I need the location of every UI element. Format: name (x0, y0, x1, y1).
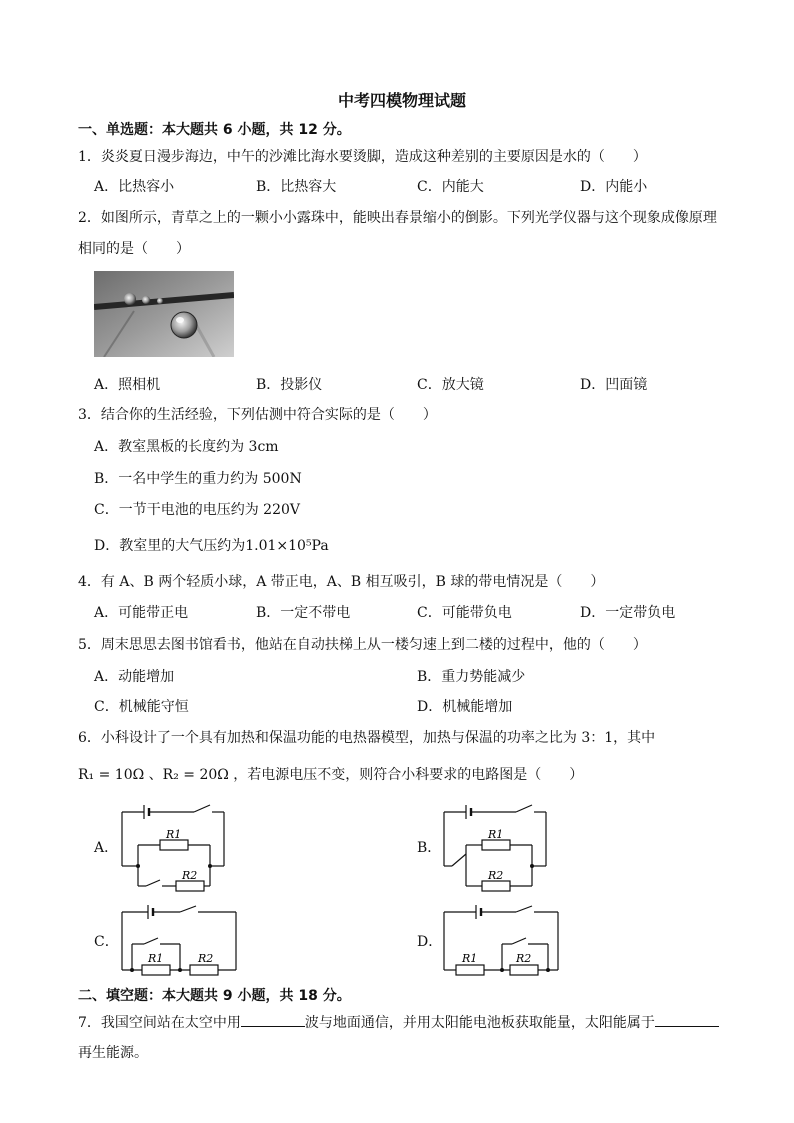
r1-label: R1 (488, 828, 504, 841)
circuit-option-c-label[interactable]: C． (94, 934, 119, 950)
question-3-option-c[interactable]: C．一节干电池的电压约为 220V (94, 502, 300, 518)
r1-label: R1 (462, 952, 478, 965)
r2-label: R2 (488, 869, 504, 882)
question-5-option-a[interactable]: A．动能增加 (94, 669, 175, 685)
question-1-option-a[interactable]: A．比热容小 (94, 179, 175, 195)
question-7-line-1 (78, 1012, 719, 1032)
question-5-option-c[interactable]: C．机械能守恒 (94, 699, 189, 715)
question-4-stem: 4．有 A、B 两个轻质小球，A 带正电，A、B 相互吸引，B 球的带电情况是（ ） (78, 574, 605, 590)
question-2-option-c[interactable]: C．放大镜 (417, 377, 484, 393)
circuit-diagram-b[interactable] (440, 800, 552, 892)
question-4-option-b[interactable]: B．一定不带电 (256, 605, 351, 621)
question-2-option-a[interactable]: A．照相机 (94, 377, 161, 393)
circuit-diagram-c[interactable] (118, 904, 242, 976)
question-1-option-c[interactable]: C．内能大 (417, 179, 484, 195)
question-5-option-d[interactable]: D．机械能增加 (417, 699, 513, 715)
r1-label: R1 (148, 952, 164, 965)
r2-label: R2 (182, 869, 198, 882)
circuit-option-a-label[interactable]: A． (94, 840, 119, 856)
page-title: 中考四模物理试题 (338, 91, 467, 110)
section-heading-single-choice: 一、单选题：本大题共 6 小题，共 12 分。 (78, 122, 351, 138)
question-7-blank-1[interactable] (241, 1012, 305, 1027)
question-2-option-b[interactable]: B．投影仪 (256, 377, 323, 393)
question-5-option-b[interactable]: B．重力势能减少 (417, 669, 526, 685)
circuit-option-d-label[interactable]: D． (417, 934, 443, 950)
question-1-option-d[interactable]: D．内能小 (580, 179, 648, 195)
question-7-text-part-2: 波与地面通信，并用太阳能电池板获取能量，太阳能属于 (304, 1015, 655, 1031)
question-1-stem: 1．炎炎夏日漫步海边，中午的沙滩比海水要烫脚，造成这种差别的主要原因是水的（ ） (78, 149, 647, 165)
r2-label: R2 (516, 952, 532, 965)
question-3-stem: 3．结合你的生活经验，下列估测中符合实际的是（ ） (78, 407, 437, 423)
question-4-option-d[interactable]: D．一定带负电 (580, 605, 676, 621)
question-3-option-b[interactable]: B．一名中学生的重力约为 500N (94, 471, 302, 487)
question-6-stem-line-1: 6．小科设计了一个具有加热和保温功能的电热器模型，加热与保温的功率之比为 3：1，其中 (78, 730, 656, 746)
section-heading-fill-in: 二、填空题：本大题共 9 小题，共 18 分。 (78, 988, 351, 1004)
question-4-option-a[interactable]: A．可能带正电 (94, 605, 189, 621)
question-2-option-d[interactable]: D．凹面镜 (580, 377, 648, 393)
question-3-option-a[interactable]: A．教室黑板的长度约为 3cm (94, 439, 279, 455)
r2-label: R2 (198, 952, 214, 965)
question-7-blank-2[interactable] (655, 1012, 719, 1027)
circuit-option-b-label[interactable]: B． (417, 840, 442, 856)
circuit-diagram-d[interactable] (440, 904, 564, 978)
question-7-line-2: 再生能源。 (78, 1045, 148, 1061)
dewdrop-photo (94, 271, 234, 357)
question-5-stem: 5．周末思思去图书馆看书，他站在自动扶梯上从一楼匀速上到二楼的过程中，他的（ ） (78, 637, 647, 653)
question-2-stem-line-2: 相同的是（ ） (78, 241, 190, 257)
question-7-text-part-1: 7．我国空间站在太空中用 (78, 1015, 241, 1031)
question-4-option-c[interactable]: C．可能带负电 (417, 605, 512, 621)
question-1-option-b[interactable]: B．比热容大 (256, 179, 337, 195)
circuit-diagram-a[interactable] (118, 800, 230, 892)
question-2-stem-line-1: 2．如图所示，青草之上的一颗小小露珠中，能映出春景缩小的倒影。下列光学仪器与这个现象成像原理 (78, 210, 717, 226)
question-3-option-d[interactable]: D．教室里的大气压约为1.01×10⁵Pa (94, 538, 329, 554)
question-6-stem-line-2: R₁ = 10Ω 、R₂ = 20Ω ，若电源电压不变，则符合小科要求的电路图是（ ） (78, 767, 584, 783)
r1-label: R1 (166, 828, 182, 841)
